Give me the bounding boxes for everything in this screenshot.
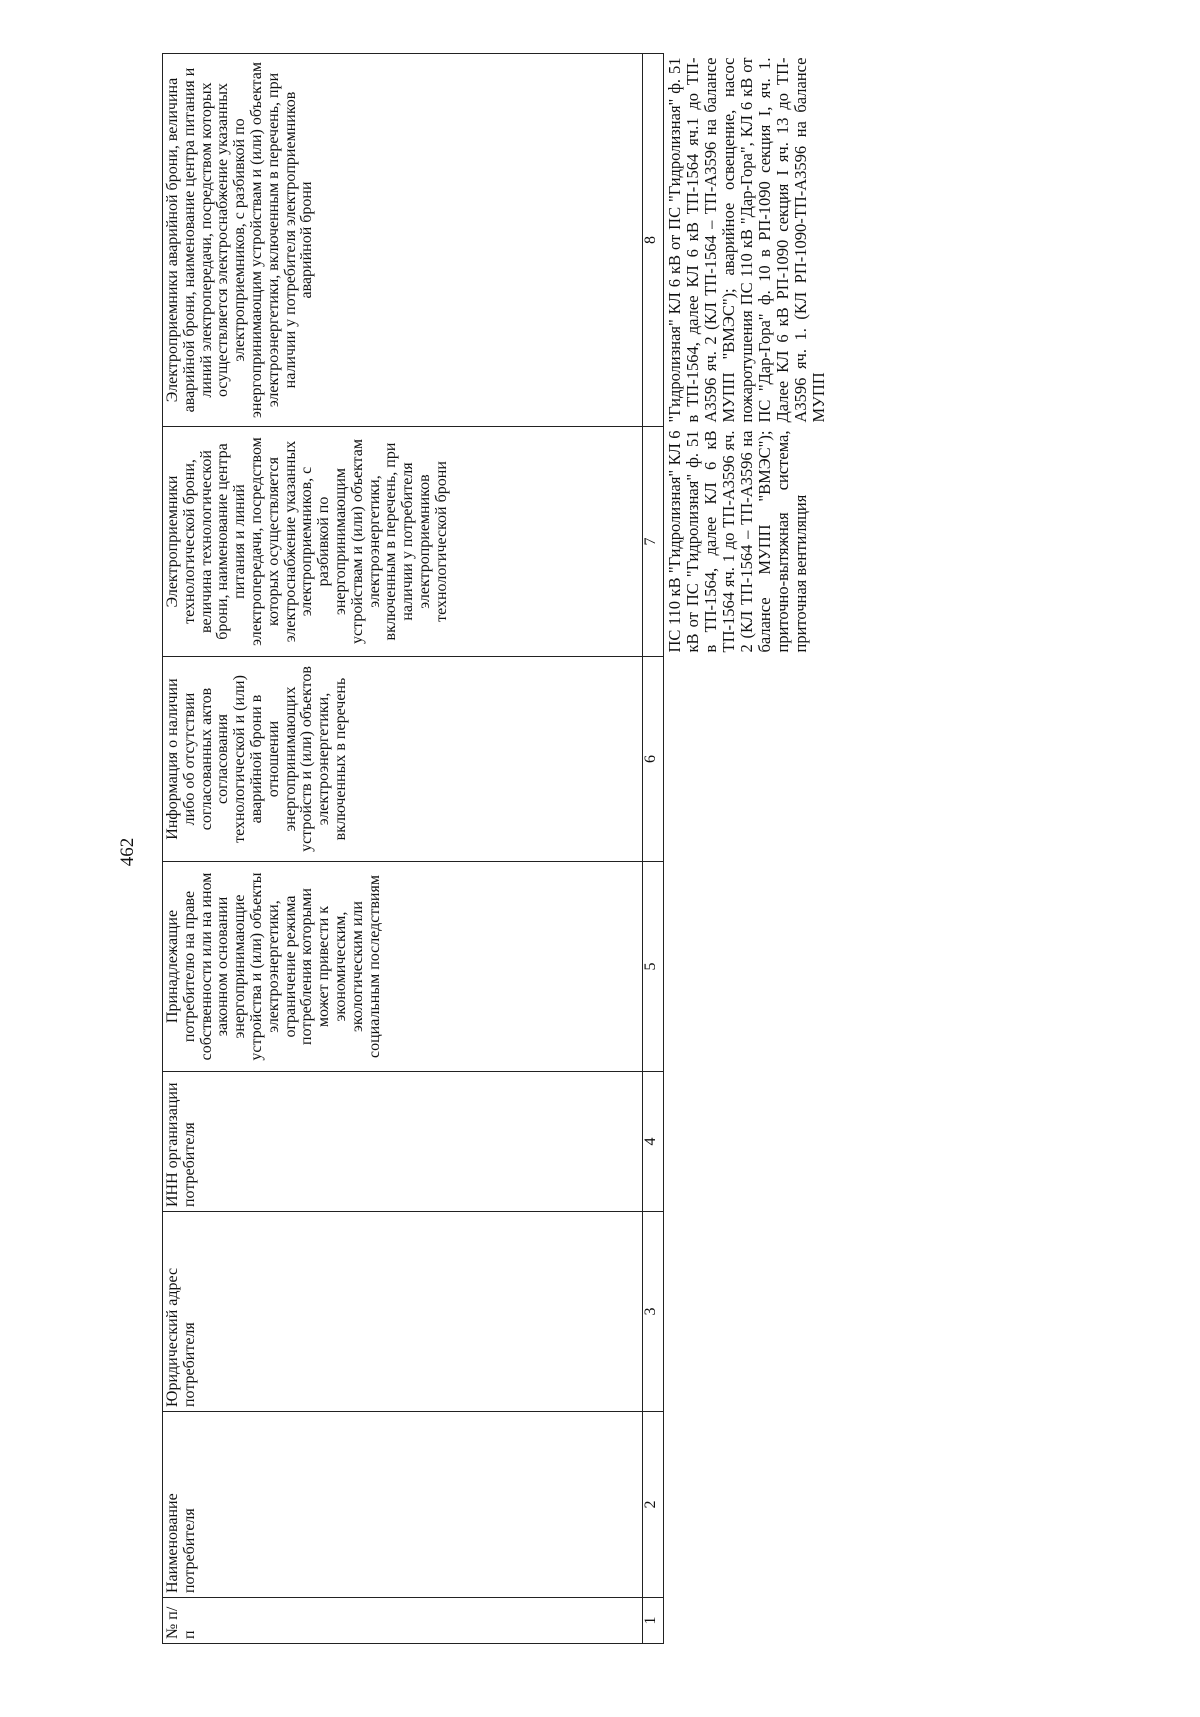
row-col7: ПС 110 кВ "Гидролизная" КЛ 6 кВ от ПС "Гидролизная" ф. 51 в ТП-1564, далее КЛ 6 кВ ТП-1564 яч. 1 до ТП-А3596 яч. 2 (КЛ ТП-1564 – ТП-А3596 на балансе МУПП "ВМЭС"); приточно-вытяжная система, приточная вентиляция bbox=[665, 430, 810, 653]
page-number: 462 bbox=[117, 837, 138, 867]
row-col5 bbox=[664, 862, 830, 1072]
header-col2: Наименование потребителя bbox=[163, 1412, 643, 1598]
column-number-row bbox=[643, 54, 664, 1644]
rotated-table-wrapper bbox=[162, 54, 1062, 1644]
header-col5: Принадлежащие потребителю на праве собственности или на ином законном основании энергопринимающие устройства и (или) объекты электроэнергетики, ограничение режима потребления которыми может привести к экономическим, экологическим или социальным последствиям bbox=[163, 862, 643, 1072]
table-row bbox=[664, 54, 830, 1644]
header-col6: Информация о наличии либо об отсутствии согласованных актов согласования технологической и (или) аварийной брони в отношении энергопринимающих устройств и (или) объектов электроэнергетики, включенных в перечень bbox=[163, 657, 643, 862]
header-col3: Юридический адрес потребителя bbox=[163, 1212, 643, 1412]
row-col4 bbox=[664, 1072, 830, 1212]
column-number: 3 bbox=[643, 1212, 664, 1412]
column-number: 5 bbox=[643, 862, 664, 1072]
column-number: 1 bbox=[643, 1598, 664, 1644]
consumer-table bbox=[162, 53, 830, 1644]
row-col2 bbox=[664, 1412, 830, 1598]
column-number: 8 bbox=[643, 54, 664, 427]
header-row bbox=[163, 54, 643, 1644]
column-number: 2 bbox=[643, 1412, 664, 1598]
header-col4: ИНН организации потребителя bbox=[163, 1072, 643, 1212]
column-number: 7 bbox=[643, 427, 664, 657]
row-col3 bbox=[664, 1212, 830, 1412]
header-col8: Электроприемники аварийной брони, величина аварийной брони, наименование центра питания и линий электропередачи, посредством которых осуществляется электроснабжение указанных электроприемников, с разбивкой по энергопринимающим устройствам и (или) объектам электроэнергетики, включенным в перечень, при наличии у потребителя электроприемников аварийной брони bbox=[163, 54, 643, 427]
header-col7: Электроприемники технологической брони, величина технологической брони, наименование центра питания и линий электропередачи, посредством которых осуществляется электроснабжение указанных электроприемников, с разбивкой по энергопринимающим устройствам и (или) объектам электроэнергетики, включенным в перечень, при наличии у потребителя электроприемников технологической брони bbox=[163, 427, 643, 657]
column-number: 4 bbox=[643, 1072, 664, 1212]
row-col1 bbox=[664, 1598, 830, 1644]
column-number: 6 bbox=[643, 657, 664, 862]
row-col8: "Гидролизная" КЛ 6 кВ от ПС "Гидролизная" ф. 51 в ТП-1564, далее КЛ 6 кВ ТП-1564 яч.1 до ТП-А3596 яч. 2 (КЛ ТП-1564 – ТП-А3596 на балансе МУПП "ВМЭС"); аварийное освещение, насос пожаротушения ПС 110 кВ "Дар-Гора", КЛ 6 кВ от ПС "Дар-Гора" ф. 10 в РП-1090 секция I, яч. 1. Далее КЛ 6 кВ РП-1090 секция I яч. 13 до ТП-А3596 яч. 1. (КЛ РП-1090-ТП-А3596 на балансе МУПП bbox=[665, 57, 828, 423]
header-col1: № п/п bbox=[163, 1598, 643, 1644]
row-col6 bbox=[664, 657, 830, 862]
